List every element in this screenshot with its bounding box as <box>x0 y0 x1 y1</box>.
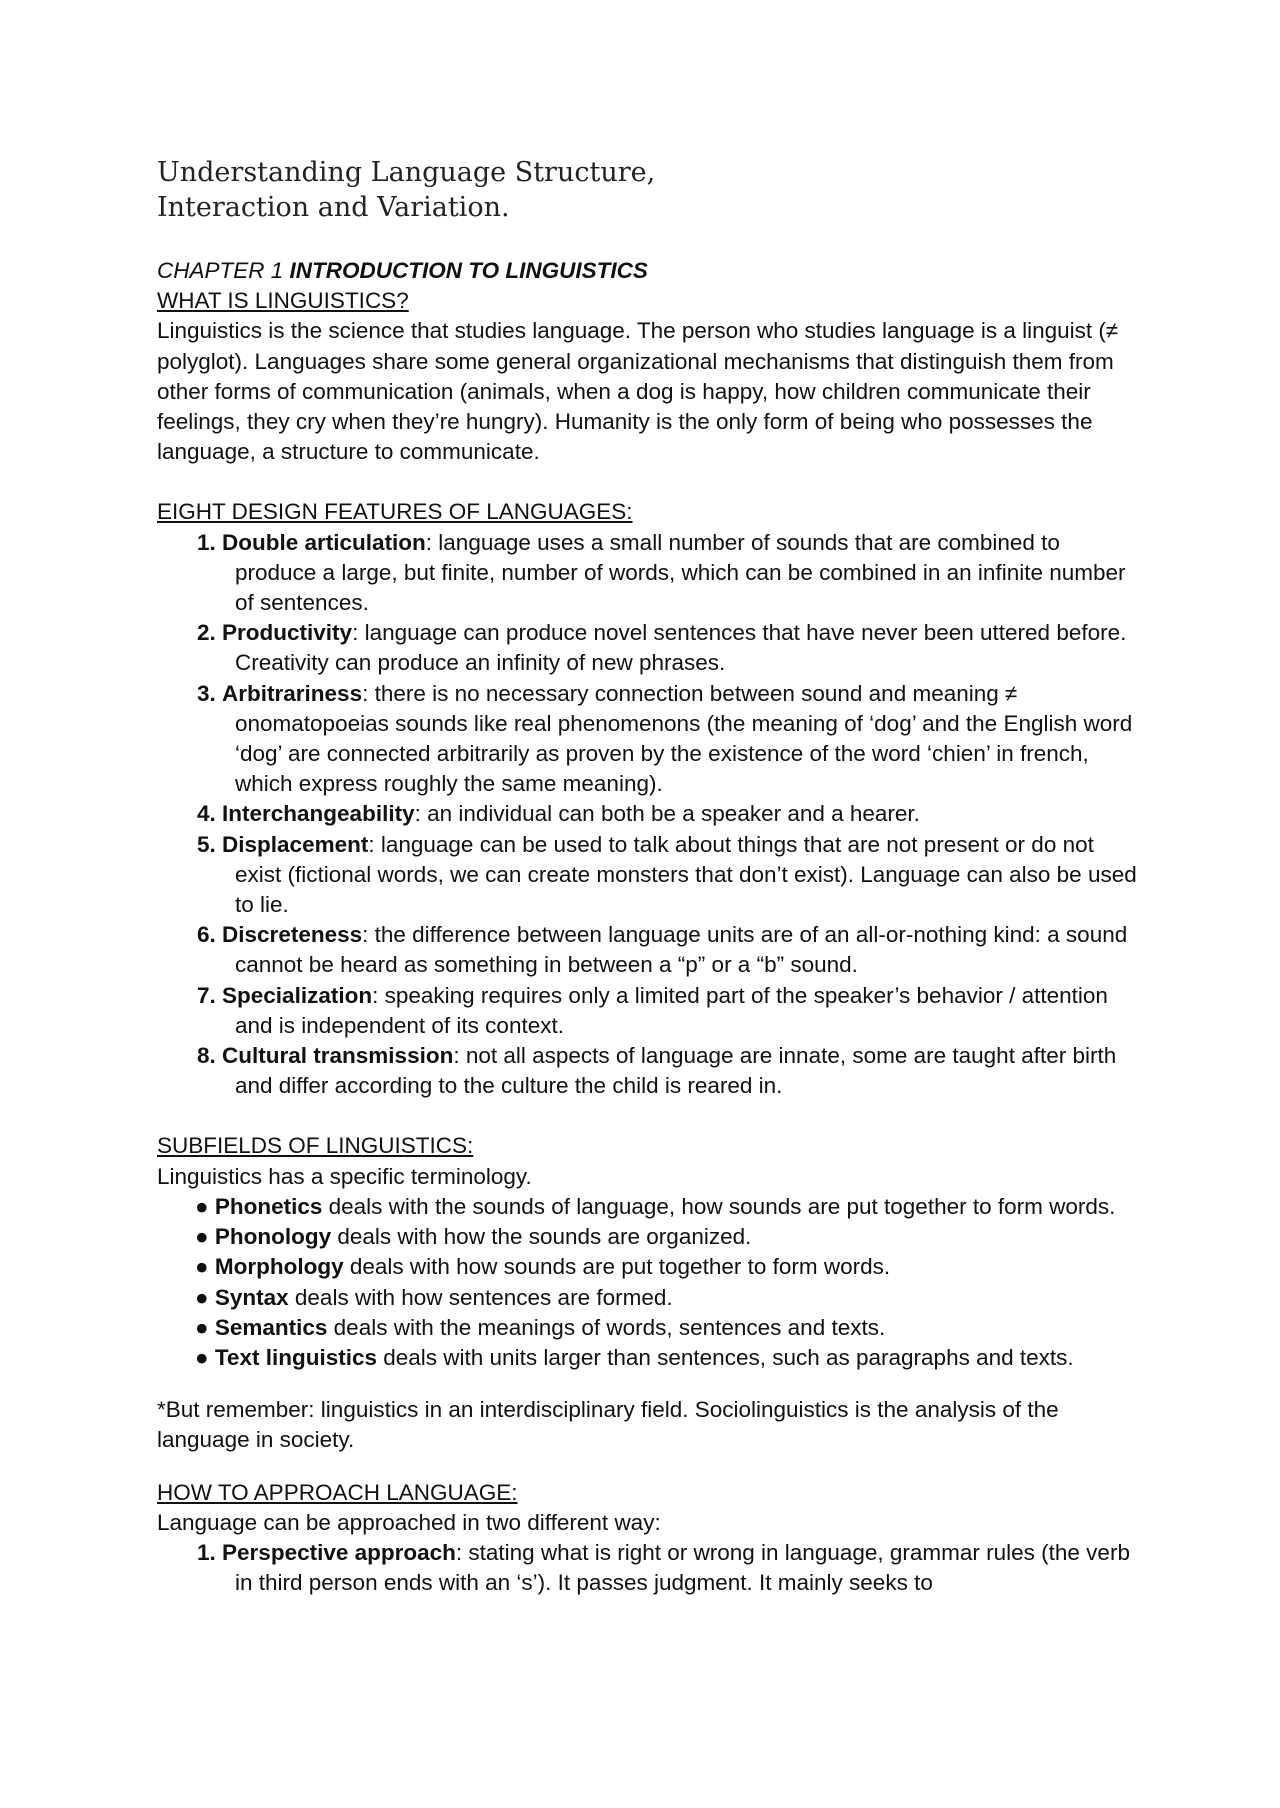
list-item <box>157 920 1137 980</box>
item-text: deals with units larger than sentences, such as paragraphs and texts. <box>376 1344 1074 1370</box>
item-text: deals with how the sounds are organized. <box>331 1224 752 1250</box>
chapter-prefix: CHAPTER 1 <box>157 258 284 283</box>
item-term: Productivity <box>222 620 353 646</box>
item-text: : language uses a small number of sounds that are combined to produce a large, but finite, number of words, which can be combined in an infinite number of sentences. <box>235 529 1126 616</box>
list-item <box>157 1538 1137 1598</box>
document-body <box>157 256 1137 1598</box>
item-number: 8. <box>197 1043 216 1069</box>
document-title <box>157 155 1057 225</box>
list-item <box>157 799 1137 829</box>
item-text: deals with how sounds are put together to form words. <box>343 1254 891 1280</box>
title-line-1: Understanding Language Structure, <box>157 157 656 188</box>
bullet-icon: ● <box>195 1344 209 1370</box>
approach-intro: Language can be approached in two different way: <box>157 1509 661 1535</box>
item-number: 1. <box>197 1539 216 1565</box>
list-item <box>157 1192 1137 1222</box>
item-text: : there is no necessary connection between sound and meaning ≠ onomatopoeias sounds like real phenomenons (the meaning of ‘dog’ and the English word ‘dog’ are connected arbitrarily as proven by the existence of the word ‘chien’ in french, which express roughly the same meaning). <box>235 680 1133 797</box>
bullet-icon: ● <box>195 1193 209 1219</box>
chapter-name: INTRODUCTION TO LINGUISTICS <box>289 258 648 283</box>
item-term: Syntax <box>214 1284 289 1310</box>
item-term: Discreteness <box>222 922 363 948</box>
list-item <box>157 1283 1137 1313</box>
paragraph-what-is: Linguistics is the science that studies language. The person who studies language is a linguist (≠ polyglot). Languages share some general organizational mechanisms that distinguish them from other forms of communication (animals, when a dog is happy, how children communicate their feelings, they cry when they’re hungry). Humanity is the only form of being who possesses the language, a structure to communicate. <box>157 318 1119 465</box>
section-heading-approach: HOW TO APPROACH LANGUAGE: <box>157 1479 518 1505</box>
bullet-icon: ● <box>195 1254 209 1280</box>
subfields-list <box>157 1192 1137 1373</box>
item-number: 2. <box>197 620 216 646</box>
section-heading-what-is: WHAT IS LINGUISTICS? <box>157 288 409 314</box>
list-item <box>157 830 1137 921</box>
list-item <box>157 1041 1137 1101</box>
features-list <box>157 528 1137 1102</box>
list-item <box>157 1222 1137 1252</box>
item-number: 5. <box>197 831 216 857</box>
item-term: Specialization <box>222 982 373 1008</box>
list-item <box>157 981 1137 1041</box>
list-item <box>157 1252 1137 1282</box>
subfields-intro: Linguistics has a specific terminology. <box>157 1163 532 1189</box>
item-number: 1. <box>197 529 216 555</box>
item-term: Cultural transmission <box>222 1043 454 1069</box>
item-term: Morphology <box>214 1254 344 1280</box>
list-item <box>157 528 1137 619</box>
item-text: : an individual can both be a speaker and a hearer. <box>414 801 920 827</box>
item-term: Perspective approach <box>222 1539 456 1565</box>
item-term: Phonology <box>214 1224 332 1250</box>
item-term: Arbitrariness <box>222 680 363 706</box>
approach-list <box>157 1538 1137 1598</box>
title-line-2: Interaction and Variation. <box>157 192 510 223</box>
item-number: 4. <box>197 801 216 827</box>
subfields-note: *But remember: linguistics in an interdisciplinary field. Sociolinguistics is the analysis of the language in society. <box>157 1397 1059 1453</box>
item-term: Text linguistics <box>214 1344 377 1370</box>
item-number: 7. <box>197 982 216 1008</box>
list-item <box>157 679 1137 800</box>
list-item <box>157 1313 1137 1343</box>
item-term: Semantics <box>214 1314 328 1340</box>
item-text: deals with how sentences are formed. <box>288 1284 673 1310</box>
item-term: Double articulation <box>222 529 426 555</box>
item-term: Displacement <box>222 831 369 857</box>
item-number: 6. <box>197 922 216 948</box>
item-number: 3. <box>197 680 216 706</box>
item-text: : language can produce novel sentences that have never been uttered before. Creativity can produce an infinity of new phrases. <box>235 620 1127 676</box>
list-item <box>157 1343 1137 1373</box>
section-heading-subfields: SUBFIELDS OF LINGUISTICS: <box>157 1133 474 1159</box>
item-text: : language can be used to talk about things that are not present or do not exist (fictional words, we can create monsters that don’t exist). Language can also be used to lie. <box>235 831 1137 918</box>
item-text: deals with the sounds of language, how sounds are put together to form words. <box>322 1193 1116 1219</box>
item-term: Interchangeability <box>222 801 415 827</box>
item-text: : speaking requires only a limited part of the speaker’s behavior / attention and is independent of its context. <box>235 982 1108 1038</box>
item-term: Phonetics <box>214 1193 323 1219</box>
bullet-icon: ● <box>195 1284 209 1310</box>
list-item <box>157 618 1137 678</box>
item-text: : not all aspects of language are innate, some are taught after birth and differ according to the culture the child is reared in. <box>235 1043 1117 1099</box>
section-heading-features: EIGHT DESIGN FEATURES OF LANGUAGES: <box>157 499 633 525</box>
chapter-heading <box>157 256 1137 286</box>
bullet-icon: ● <box>195 1224 209 1250</box>
item-text: : stating what is right or wrong in language, grammar rules (the verb in third person ends with an ‘s’). It passes judgment. It mainly seeks to <box>235 1539 1130 1596</box>
item-text: : the difference between language units are of an all-or-nothing kind: a sound cannot be heard as something in between a “p” or a “b” sound. <box>235 922 1128 978</box>
bullet-icon: ● <box>195 1314 209 1340</box>
item-text: deals with the meanings of words, sentences and texts. <box>327 1314 886 1340</box>
